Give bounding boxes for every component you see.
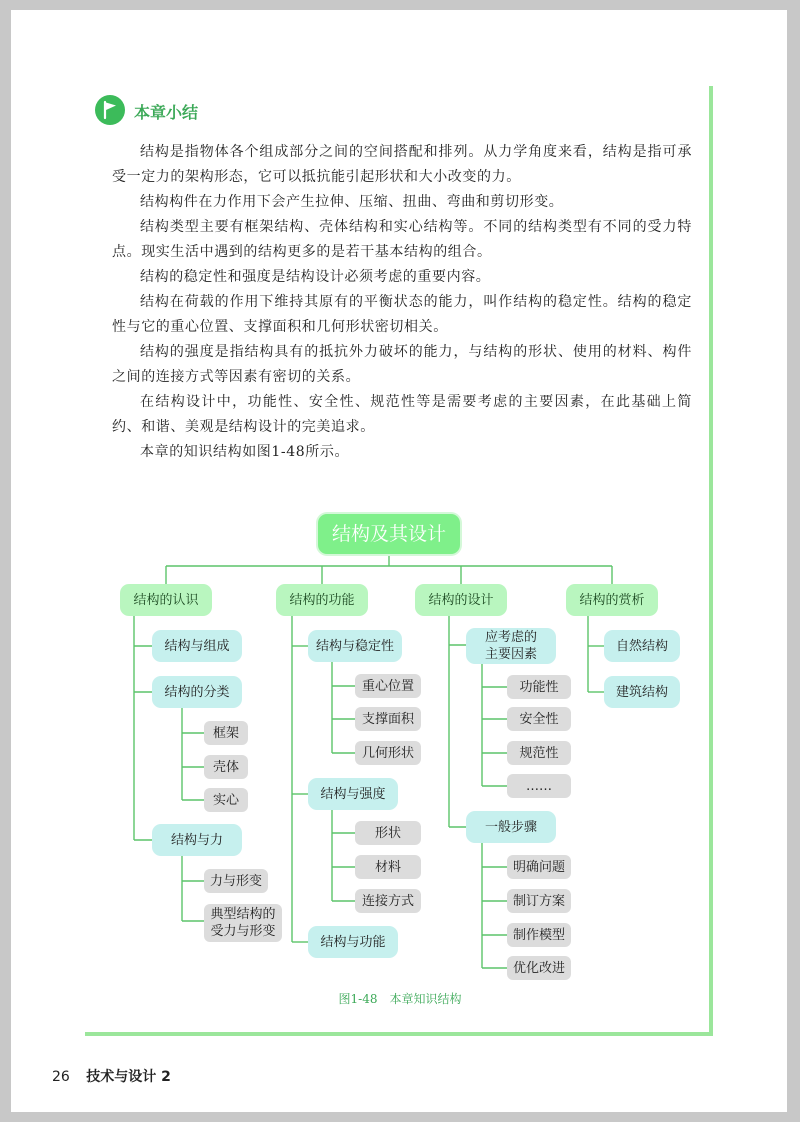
paragraph: 结构在荷载的作用下维持其原有的平衡状态的能力，叫作结构的稳定性。结构的稳定性与它的重心位置、支撑面积和几何形状密切相关。 [112, 294, 692, 335]
leaf-make-plan: 制订方案 [507, 889, 571, 913]
leaf-standard: 规范性 [507, 741, 571, 765]
section-title: 本章小结 [134, 103, 199, 122]
leaf-frame: 框架 [204, 721, 248, 745]
book-title: 技术与设计 2 [86, 1069, 171, 1085]
node-structure-classification: 结构的分类 [152, 676, 242, 708]
leaf-ellipsis: …… [507, 774, 571, 798]
node-structure-strength: 结构与强度 [308, 778, 398, 810]
diagram-root: 结构及其设计 [318, 514, 460, 554]
leaf-build-model: 制作模型 [507, 923, 571, 947]
leaf-shell: 壳体 [204, 755, 248, 779]
leaf-connection: 连接方式 [355, 889, 421, 913]
node-structure-stability: 结构与稳定性 [308, 630, 402, 662]
page-number: 26 [52, 1069, 70, 1085]
node-natural-structure: 自然结构 [604, 630, 680, 662]
leaf-optimize: 优化改进 [507, 956, 571, 980]
node-general-steps: 一般步骤 [466, 811, 556, 843]
node-building-structure: 建筑结构 [604, 676, 680, 708]
branch-structure-appreciation: 结构的赏析 [566, 584, 658, 616]
paragraph: 结构是指物体各个组成部分之间的空间搭配和排列。从力学角度来看，结构是指可承受一定力的架构形态，它可以抵抗能引起形状和大小改变的力。 [112, 144, 692, 185]
paragraph: 结构构件在力作用下会产生拉伸、压缩、扭曲、弯曲和剪切形变。 [140, 194, 564, 210]
leaf-geometry: 几何形状 [355, 741, 421, 765]
node-structure-and-function: 结构与功能 [308, 926, 398, 958]
leaf-functionality: 功能性 [507, 675, 571, 699]
leaf-shape: 形状 [355, 821, 421, 845]
paragraph: 结构的稳定性和强度是结构设计必须考虑的重要内容。 [140, 269, 491, 285]
paragraph: 结构类型主要有框架结构、壳体结构和实心结构等。不同的结构类型有不同的受力特点。现实生活中遇到的结构更多的是若干基本结构的组合。 [112, 219, 692, 260]
leaf-support-area: 支撑面积 [355, 707, 421, 731]
paragraph: 本章的知识结构如图1-48所示。 [140, 444, 350, 460]
node-structure-composition: 结构与组成 [152, 630, 242, 662]
node-main-factors: 应考虑的主要因素 [466, 628, 556, 664]
branch-structure-function: 结构的功能 [276, 584, 368, 616]
node-structure-force: 结构与力 [152, 824, 242, 856]
leaf-force-deformation: 力与形变 [204, 869, 268, 893]
leaf-typical-structure: 典型结构的受力与形变 [204, 904, 282, 942]
leaf-define-problem: 明确问题 [507, 855, 571, 879]
page-footer [52, 1066, 171, 1086]
branch-structure-design: 结构的设计 [415, 584, 507, 616]
figure-caption: 图1-48 本章知识结构 [338, 992, 462, 1006]
leaf-solid: 实心 [204, 788, 248, 812]
paragraph: 在结构设计中，功能性、安全性、规范性等是需要考虑的主要因素，在此基础上简约、和谐、美观是结构设计的完美追求。 [112, 394, 692, 435]
leaf-center-of-gravity: 重心位置 [355, 674, 421, 698]
leaf-safety: 安全性 [507, 707, 571, 731]
branch-structure-recognition: 结构的认识 [120, 584, 212, 616]
paragraph: 结构的强度是指结构具有的抵抗外力破坏的能力，与结构的形状、使用的材料、构件之间的连接方式等因素有密切的关系。 [112, 344, 692, 385]
leaf-material: 材料 [355, 855, 421, 879]
